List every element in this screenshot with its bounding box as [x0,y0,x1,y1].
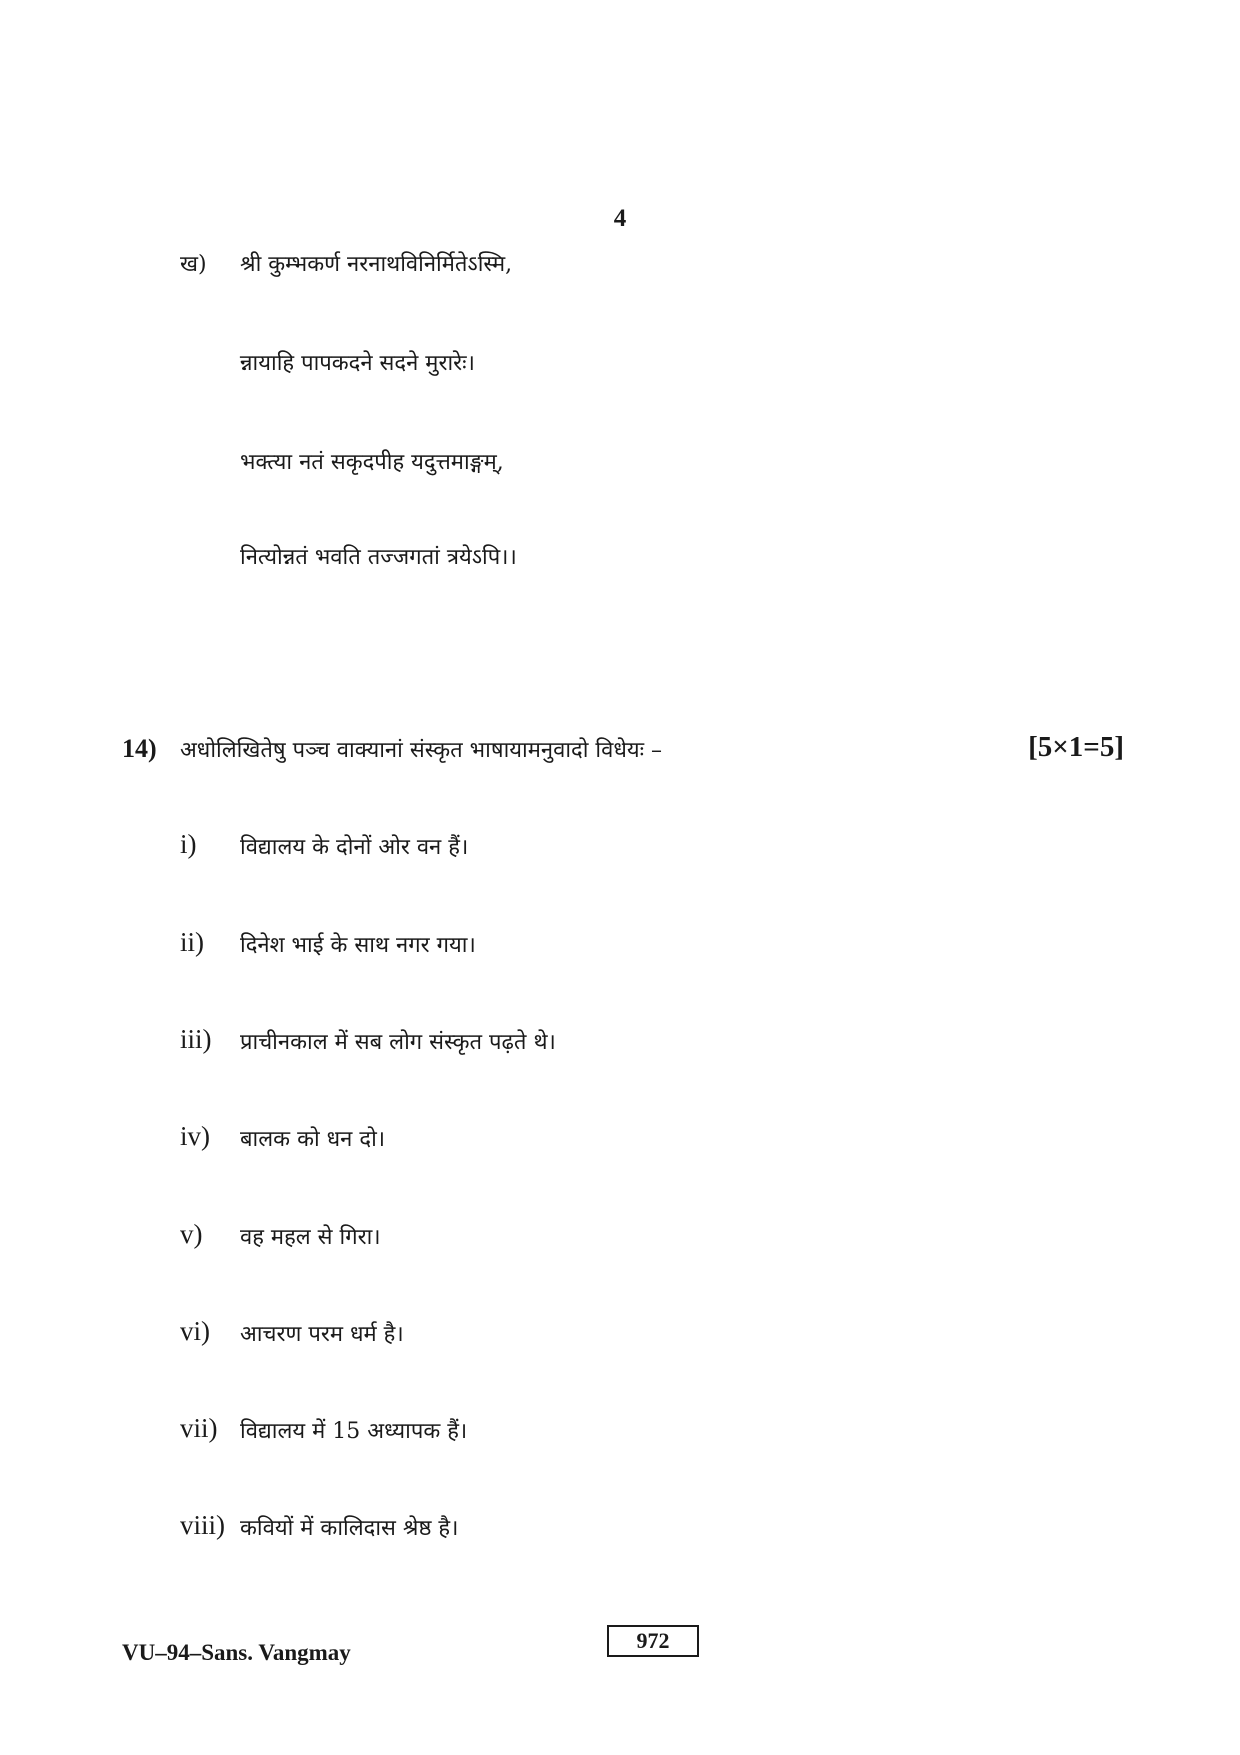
item-number: iv) [180,1121,210,1151]
item-number: ii) [180,927,204,957]
verse-line-3: भक्त्या नतं सकृदपीह यदुत्तमाङ्गम्, [240,450,504,475]
item-number: vi) [180,1316,210,1346]
verse-marker: ख) [180,252,207,277]
item-text: विद्यालय में 15 अध्यापक हैं। [240,1419,468,1444]
item-number: i) [180,829,197,859]
item-text: दिनेश भाई के साथ नगर गया। [240,933,476,958]
item-text: कवियों में कालिदास श्रेष्ठ है। [240,1516,459,1541]
question-marks: [5×1=5] [1028,731,1124,763]
item-number: iii) [180,1024,212,1054]
item-number: viii) [180,1510,225,1540]
page-number: 4 [613,205,627,232]
item-text: वह महल से गिरा। [240,1225,381,1250]
item-number: v) [180,1219,203,1249]
item-text: बालक को धन दो। [240,1127,386,1152]
verse-line-1: श्री कुम्भकर्ण नरनाथविनिर्मितेऽस्मि, [240,252,513,277]
question-text: अधोलिखितेषु पञ्च वाक्यानां संस्कृत भाषायामनुवादो विधेयः – [180,738,663,763]
page-code-box: 972 [607,1625,699,1657]
question-number: 14) [122,734,157,763]
item-number: vii) [180,1413,218,1443]
verse-line-4: नित्योन्नतं भवति तज्जगतां त्रयेऽपि।। [240,545,517,570]
item-text: आचरण परम धर्म है। [240,1322,404,1347]
verse-line-2: न्नायाहि पापकदने सदने मुरारेः। [240,351,475,376]
paper-code: VU–94–Sans. Vangmay [122,1640,351,1665]
item-text: प्राचीनकाल में सब लोग संस्कृत पढ़ते थे। [240,1030,556,1055]
item-text: विद्यालय के दोनों ओर वन हैं। [240,835,469,860]
